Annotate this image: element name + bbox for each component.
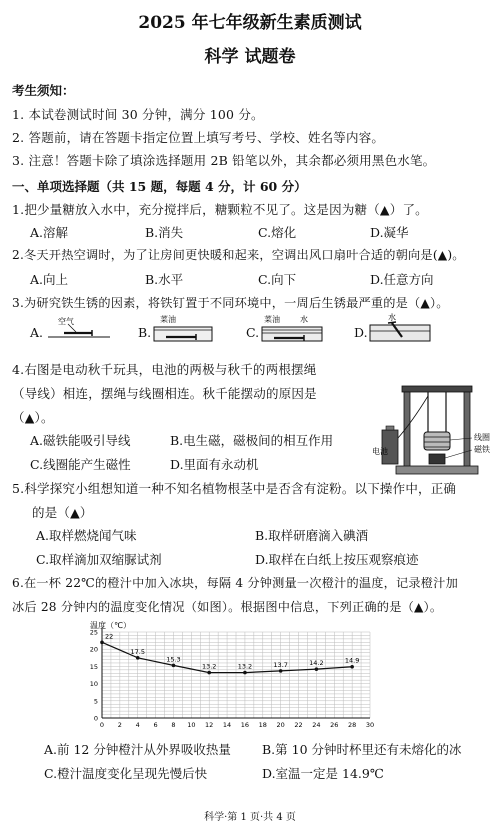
q6-stem-line-2: 冰后 28 分钟内的温度变化情况（如图）。根据图中信息，下列正确的是（▲）。 <box>12 600 443 614</box>
q4-stem-line-1: 4.右图是电动秋千玩具，电池的两极与秋千的两根摆绳 <box>12 362 317 377</box>
y-tick-label: 10 <box>89 680 98 689</box>
x-tick-label: 26 <box>330 721 339 729</box>
q6-stem-line-1: 6.在一杯 22℃的橙汁中加入冰块，每隔 4 分钟测量一次橙汁的温度，记录橙汁加 <box>12 576 458 590</box>
q2-option-a: A.向上 <box>30 272 69 287</box>
x-tick-label: 8 <box>171 721 176 729</box>
q4-stem-line-2: （导线）相连，摆绳与线圈相连。秋千能摆动的原因是 <box>12 386 317 401</box>
data-label: 14.2 <box>309 659 324 668</box>
q1-option-b: B.消失 <box>145 225 184 240</box>
x-tick-label: 4 <box>135 721 140 729</box>
q3-label-water-c: 水 <box>300 315 308 324</box>
q1-option-d: D.凝华 <box>370 225 409 240</box>
q3-stem: 3.为研究铁生锈的因素，将铁钉置于不同环境中，一周后生锈最严重的是（▲）。 <box>12 296 449 310</box>
q4-option-a: A.磁铁能吸引导线 <box>30 433 131 448</box>
q4-option-b: B.电生磁，磁极间的相互作用 <box>170 433 334 448</box>
q3-figure-a <box>46 315 116 345</box>
q2-option-d: D.任意方向 <box>370 272 434 287</box>
data-point <box>100 641 104 645</box>
q6-option-b: B.第 10 分钟时杯里还有未熔化的冰 <box>262 742 462 757</box>
exam-subtitle: 科学 试题卷 <box>204 47 296 67</box>
data-point <box>315 667 319 671</box>
page-footer: 科学·第 1 页·共 4 页 <box>204 812 296 823</box>
q5-stem-line-1: 5.科学探究小组想知道一种不知名植物根茎中是否含有淀粉。以下操作中，正确 <box>12 481 457 496</box>
notice-item-1: 1. 本试卷测试时间 30 分钟，满分 100 分。 <box>12 107 264 122</box>
y-tick-label: 15 <box>89 662 98 671</box>
x-tick-label: 30 <box>365 721 375 729</box>
q3-option-a: A. <box>30 325 44 340</box>
q5-option-a: A.取样燃烧闻气味 <box>36 528 137 543</box>
x-tick-label: 24 <box>312 721 321 729</box>
q4-option-d: D.里面有永动机 <box>170 457 259 472</box>
q1-option-a: A.溶解 <box>30 225 69 240</box>
q5-option-d: D.取样在白纸上按压观察痕迹 <box>255 552 419 567</box>
data-label: 13.7 <box>273 660 288 669</box>
q4-option-c: C.线圈能产生磁性 <box>30 457 131 472</box>
x-tick-label: 2 <box>117 721 122 729</box>
swing-toy-figure <box>372 382 492 478</box>
exam-title: 2025 年七年级新生素质测试 <box>138 13 362 33</box>
x-tick-label: 6 <box>153 721 158 729</box>
x-tick-label: 22 <box>294 721 303 729</box>
y-tick-label: 20 <box>89 645 98 654</box>
q6-option-c: C.橙汁温度变化呈现先慢后快 <box>44 766 208 781</box>
notice-heading: 考生须知： <box>12 83 75 98</box>
q1-option-c: C.熔化 <box>258 225 297 240</box>
data-label: 13.2 <box>237 662 253 671</box>
data-label: 14.9 <box>344 656 360 665</box>
q5-stem-line-2: 的是（▲） <box>32 505 93 520</box>
y-tick-label: 0 <box>93 714 98 723</box>
data-point <box>279 669 283 673</box>
q2-stem: 2.冬天开热空调时，为了让房间更快暖和起来，空调出风口扇叶合适的朝向是(▲)。 <box>12 248 465 262</box>
label-coil: 线圈 <box>474 433 490 442</box>
q3-label-oil-b: 菜油 <box>160 315 176 324</box>
q6-option-d: D.室温一定是 14.9℃ <box>262 766 384 781</box>
data-point <box>243 671 247 675</box>
q3-figure-b <box>152 313 222 345</box>
x-tick-label: 28 <box>347 721 357 729</box>
label-magnet: 磁铁 <box>474 445 490 454</box>
q3-label-air: 空气 <box>58 317 74 326</box>
x-tick-label: 18 <box>258 721 267 729</box>
chart-ticks <box>90 629 374 730</box>
q3-figure-d <box>368 311 440 345</box>
section-heading: 一、单项选择题（共 15 题，每题 4 分，计 60 分） <box>12 179 307 194</box>
data-point <box>207 671 211 675</box>
chart-ylabel: 温度（℃） <box>90 621 131 630</box>
x-tick-label: 10 <box>187 721 196 729</box>
x-tick-label: 20 <box>276 721 285 729</box>
data-label: 22 <box>105 632 114 641</box>
q2-option-b: B.水平 <box>145 272 184 287</box>
data-label: 15.3 <box>166 655 181 664</box>
temperature-chart <box>80 618 390 736</box>
y-tick-label: 25 <box>89 628 98 637</box>
data-label: 17.5 <box>130 647 145 656</box>
q5-option-b: B.取样研磨滴入碘酒 <box>255 528 369 543</box>
y-tick-label: 5 <box>93 697 98 706</box>
data-point <box>350 665 354 669</box>
q5-option-c: C.取样滴加双缩脲试剂 <box>36 552 162 567</box>
x-tick-label: 12 <box>205 721 214 729</box>
q6-option-a: A.前 12 分钟橙汁从外界吸收热量 <box>44 742 231 757</box>
q1-stem: 1.把少量糖放入水中，充分搅拌后，糖颗粒不见了。这是因为糖（▲）了。 <box>12 202 428 217</box>
q3-label-oil-c: 菜油 <box>264 315 280 324</box>
data-point <box>136 656 140 660</box>
q3-label-water-d: 水 <box>388 313 396 322</box>
q3-figure-c <box>260 313 332 345</box>
notice-item-2: 2. 答题前，请在答题卡指定位置上填写考号、学校、姓名等内容。 <box>12 130 385 145</box>
data-label: 13.2 <box>201 662 217 671</box>
data-point <box>172 664 176 668</box>
q4-stem-line-3: （▲）。 <box>12 410 54 425</box>
x-tick-label: 16 <box>240 721 250 729</box>
q3-option-b: B. <box>138 325 152 340</box>
q2-option-c: C.向下 <box>258 272 297 287</box>
q3-option-c: C. <box>246 325 260 340</box>
x-tick-label: 14 <box>222 721 232 729</box>
notice-item-3: 3. 注意！答题卡除了填涂选择题用 2B 铅笔以外，其余都必须用黑色水笔。 <box>12 153 436 168</box>
label-battery: 电池 <box>372 447 388 456</box>
x-tick-label: 0 <box>99 721 105 729</box>
q3-option-d: D. <box>354 325 368 340</box>
